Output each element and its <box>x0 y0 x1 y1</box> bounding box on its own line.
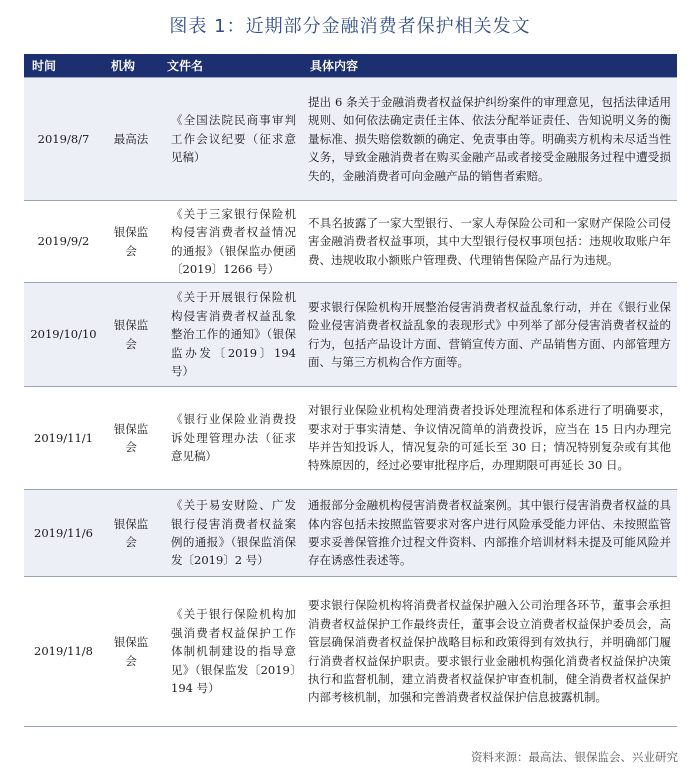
row-org: 银保监会 <box>103 490 159 577</box>
row-org: 银保监会 <box>103 387 159 490</box>
row-date: 2019/10/10 <box>24 283 103 387</box>
table-header-row <box>24 54 677 78</box>
row-date: 2019/11/1 <box>24 387 103 490</box>
row-content: 提出 6 条关于金融消费者权益保护纠纷案件的审理意见，包括法律适用规则、如何依法确定责任主体、依法分配举证责任、告知说明义务的衡量标准、损失赔偿数额的确定、免责事由等。明确卖方机构未尽适当性义务，导致金融消费者在购买金融产品或者接受金融服务过程中遭受损失的，金融消费者可向金融产品的销售者索赔。 <box>302 78 677 201</box>
row-org: 银保监会 <box>103 577 159 727</box>
figure-title: 图表 1：近期部分金融消费者保护相关发文 <box>169 16 531 37</box>
source-note: 资料来源：最高法、银保监会、兴业研究 <box>471 750 678 764</box>
table-row <box>24 201 677 283</box>
row-doc: 《银行业保险业消费投诉处理管理办法（征求意见稿） <box>159 387 302 490</box>
table-row <box>24 387 677 490</box>
row-date: 2019/8/7 <box>24 78 103 201</box>
row-doc: 《关于开展银行保险机构侵害消费者权益乱象整治工作的通知》（银保监办发〔2019〕194 号） <box>159 283 302 387</box>
table-row <box>24 283 677 387</box>
header-org: 机构 <box>103 54 159 78</box>
table-row <box>24 490 677 577</box>
row-date: 2019/11/8 <box>24 577 103 727</box>
row-content: 对银行业保险业机构处理消费者投诉处理流程和体系进行了明确要求，要求对于事实清楚、争议情况简单的消费投诉，应当在 15 日内办理完毕并告知投诉人，情况复杂的可延长至 30 日；情况特别复杂或有其他特殊原因的，经过必要审批程序后，办理期限可再延长 30 日。 <box>302 387 677 490</box>
table-row <box>24 78 677 201</box>
row-content: 通报部分金融机构侵害消费者权益案例。其中银行侵害消费者权益的具体内容包括未按照监管要求对客户进行风险承受能力评估、未按照监管要求妥善保管推介过程文件资料、内部推介培训材料未提及可能风险并存在诱惑性表述等。 <box>302 490 677 577</box>
row-content: 不具名披露了一家大型银行、一家人寿保险公司和一家财产保险公司侵害金融消费者权益事项，其中大型银行侵权事项包括：违规收取账户年费、违规收取小额账户管理费、代理销售保险产品行为违规。 <box>302 201 677 283</box>
row-org: 最高法 <box>103 78 159 201</box>
header-date: 时间 <box>24 54 103 78</box>
row-doc: 《关于三家银行保险机构侵害消费者权益情况的通报》（银保监办便函〔2019〕1266 号） <box>159 201 302 283</box>
row-date: 2019/11/6 <box>24 490 103 577</box>
row-doc: 《关于银行保险机构加强消费者权益保护工作体制机制建设的指导意见》（银保监发〔2019〕194 号） <box>159 577 302 727</box>
row-org: 银保监会 <box>103 283 159 387</box>
regulation-table <box>24 54 677 727</box>
row-content: 要求银行保险机构将消费者权益保护融入公司治理各环节，董事会承担消费者权益保护工作最终责任，董事会设立消费者权益保护委员会，高管层确保消费者权益保护战略目标和政策得到有效执行，并明确部门履行消费者权益保护职责。要求银行业金融机构强化消费者权益保护决策执行和监督机制，建立消费者权益保护审查机制，健全消费者权益保护内部考核机制，加强和完善消费者权益保护信息披露机制。 <box>302 577 677 727</box>
row-content: 要求银行保险机构开展整治侵害消费者权益乱象行动，并在《银行业保险业侵害消费者权益乱象的表现形式》中列举了部分侵害消费者权益的行为，包括产品设计方面、营销宣传方面、产品销售方面、内部管理方面、与第三方机构合作方面等。 <box>302 283 677 387</box>
row-date: 2019/9/2 <box>24 201 103 283</box>
row-doc: 《关于易安财险、广发银行侵害消费者权益案例的通报》（银保监消保发〔2019〕2 号） <box>159 490 302 577</box>
header-doc: 文件名 <box>159 54 302 78</box>
header-content: 具体内容 <box>302 54 677 78</box>
table-row <box>24 577 677 727</box>
row-doc: 《全国法院民商事审判工作会议纪要（征求意见稿） <box>159 78 302 201</box>
row-org: 银保监会 <box>103 201 159 283</box>
